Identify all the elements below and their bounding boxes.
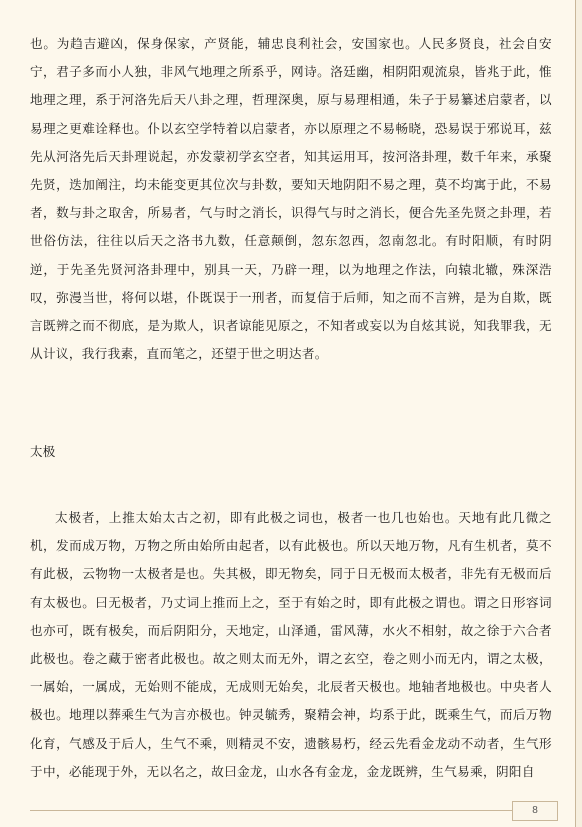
intro-block: [30, 30, 552, 368]
section-title: 太极: [30, 444, 56, 459]
page-right-edge: [575, 0, 582, 827]
taiji-block: [30, 504, 552, 786]
intro-paragraph: 也。为趋吉避凶，保身保家，产贤能，辅忠良利社会，安国家也。人民多贤良，社会自安宁，君子多而小人独，非风气地理之所系乎，网诗。洛廷幽，相阴阳观流泉，皆兆于此，惟地理之理，系于河洛先后天八卦之理，哲理深奥，原与易理相通，朱子于易纂述启蒙者，以易理之更难诠释也。仆以玄空学特着以启蒙者，亦以原理之不易畅晓，恐易误于邪说耳，兹先从河洛先后天卦理说起，亦发蒙初学玄空者，知其运用耳，按河洛卦理，数千年来，承聚先贤，迭加阐注，均未能变更其位次与卦数，要知天地阴阳不易之理，莫不均寓于此，不易者，数与卦之取舍，所易者，气与时之消长，识得气与时之消长，便合先圣先贤之卦理，若世俗仿法，往往以后天之洛书九数，任意颠倒，忽东忽西，忽南忽北。有时阳顺，有时阴逆，于先圣先贤河洛卦理中，别具一天，乃辟一理，以为地理之作法，向辕北辙，殊深浩叹，弥漫当世，将何以堪，仆既误于一刑者，而复信于后师，知之而不言辨，是为自欺，既言既辨之而不彻底，是为欺人，识者谅能见原之，不知者或妄以为自炫其说，知我罪我，无从计议，我行我素，直而笔之，还望于世之明达者。: [30, 36, 552, 362]
taiji-paragraph: 太极者，上推太始太古之初，即有此极之词也，极者一也几也始也。天地有此几微之机，发而成万物，万物之所由始所由起者，以有此极也。所以天地万物，凡有生机者，莫不有此极，云物物一太极者是也。失其极，即无物矣，同于日无极而太极者，非先有无极而后有太极也。曰无极者，乃丈词上推而上之，至于有始之时，即有此极之谓也。谓之日形容词也亦可，既有极矣，而后阴阳分，天地定，山泽通，雷风薄，水火不相射，故之徐于六合者此极也。卷之藏于密者此极也。故之则太而无外，谓之玄空，卷之则小而无内，谓之太极，一属始，一属成，无始则不能成，无成则无始矣，北辰者天极也。地轴者地极也。中央者人极也。地理以葬乘生气为言亦极也。钟灵毓秀，聚精会神，均系于此，既乘生气，而后万物化育，气感及于后人，生气不乘，则精灵不安，遗骸易朽，经云先看金龙动不动者，生气形于中，必能现于外，无以名之，故曰金龙，山水各有金龙，金龙既辨，生气易乘，阴阳自: [30, 510, 552, 779]
footer-rule: [30, 810, 552, 811]
page-number: 8: [512, 801, 558, 821]
